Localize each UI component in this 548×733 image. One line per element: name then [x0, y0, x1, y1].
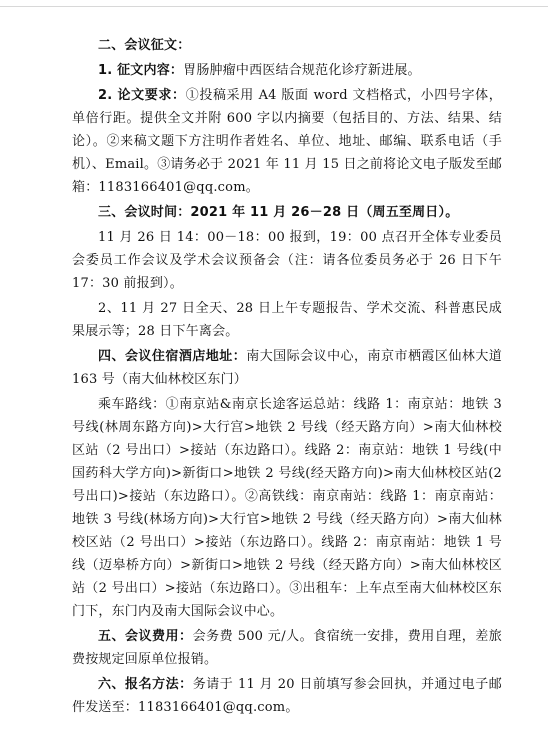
section-heading-text: 四、会议住宿酒店地址：	[98, 349, 247, 364]
section-heading-text: 五、会议费用：	[98, 629, 193, 644]
meeting-time-paragraph-1	[72, 226, 502, 295]
section-heading-value: 2021 年 11 月 26－28 日（周五至周日）。	[190, 205, 459, 220]
item-label: 2. 论文要求：	[98, 88, 186, 103]
top-divider	[0, 6, 548, 7]
paragraph-text: 11 月 26 日 14：00－18：00 报到，19：00 点召开全体专业委员会委员工作会议及学术会议预备会（注：请各位委员务必于 26 日下午 17：30 前报到）。	[72, 230, 502, 291]
section-heading-text: 二、会议征文：	[98, 38, 191, 53]
section-heading-call-for-papers	[72, 34, 502, 57]
section-heading-hotel	[72, 345, 502, 391]
item-label: 1. 征文内容：	[98, 63, 184, 78]
item-text: ①投稿采用 A4 版面 word 文档格式，小四号字体，单倍行距。提供全文并附 600 字以内摘要（包括目的、方法、结果、结论）。②来稿文题下方注明作者姓名、单位、地址、邮编、联系电话（手机）、Email。③请务必于 2021 年 11 月 15 日之前将论文电子版发至邮箱：1183166401@qq.com。	[72, 88, 502, 195]
call-for-papers-item-1	[72, 59, 502, 82]
section-heading-value: 务请于 11 月 20 日前填写参会回执，并通过电子邮件发送至：1183166401@qq.com。	[72, 677, 502, 715]
section-heading-value: 会务费 500 元/人。食宿统一安排，费用自理，差旅费按规定回原单位报销。	[72, 629, 502, 667]
section-heading-fees	[72, 625, 502, 671]
section-heading-text: 六、报名方法：	[98, 677, 193, 692]
call-for-papers-item-2	[72, 84, 502, 199]
document-body	[72, 34, 502, 719]
section-heading-text: 三、会议时间：	[98, 205, 191, 220]
section-heading-registration	[72, 673, 502, 719]
section-heading-value: 南大国际会议中心，南京市栖霞区仙林大道 163 号（南大仙林校区东门）	[72, 349, 502, 387]
hotel-route-paragraph	[72, 393, 502, 623]
meeting-time-paragraph-2	[72, 297, 502, 343]
section-heading-meeting-time	[72, 201, 502, 224]
paragraph-text: 乘车路线：①南京站&南京长途客运总站：线路 1：南京站：地铁 3 号线(林周东路方向)>大行宫>地铁 2 号线（经天路方向）>南大仙林校区站（2 号出口）>接站（东边路口）。线路 2：南京站：地铁 1 号线(中国药科大学方向)>新街口>地铁 2 号线(经天路方向)>南大仙林校区站(2 号出口)>接站（东边路口）。②高铁线：南京南站：线路 1：南京南站：地铁 3 号线(林场方向)>大行官>地铁 2 号线（经天路方向）>南大仙林校区站（2 号出口）>接站（东边路口）。线路 2：南京南站：地铁 1 号线（迈皋桥方向）>新街口>地铁 2 号线（经天路方向）>南大仙林校区站（2 号出口）>接站（东边路口）。③出租车：上车点至南大仙林校区东门下，东门内及南大国际会议中心。	[72, 397, 502, 619]
item-text: 胃肠肿瘤中西医结合规范化诊疗新进展。	[183, 63, 421, 78]
paragraph-text: 2、11 月 27 日全天、28 日上午专题报告、学术交流、科普惠民成果展示等；28 日下午离会。	[72, 301, 502, 339]
